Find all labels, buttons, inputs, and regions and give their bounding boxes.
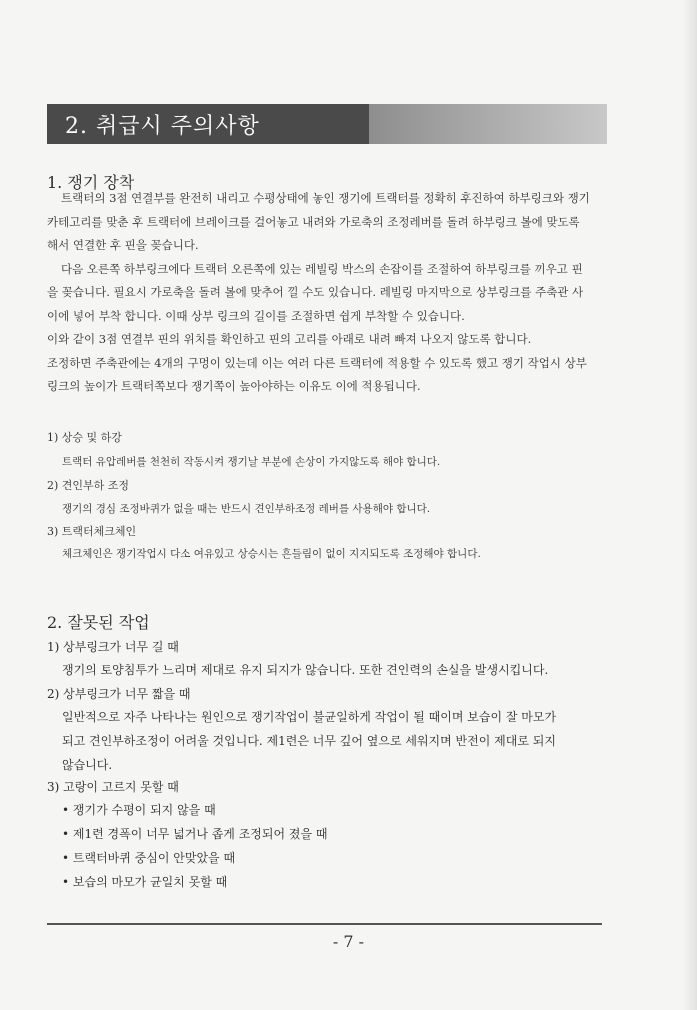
subsection-body: 트랙터 유압레버를 천천히 작동시켜 쟁기날 부분에 손상이 가지않도록 해야 합니다. <box>62 456 441 468</box>
page-edge-shadow <box>683 0 697 1010</box>
body-line: 이에 넣어 부착 합니다. 이때 상부 링크의 길이를 조절하면 쉽게 부착할 수 있습니다. <box>47 308 465 323</box>
body-line: 을 꽂습니다. 필요시 가로축을 돌려 볼에 맞추어 낄 수도 있습니다. 레빌링 마지막으로 상부링크를 주축관 사 <box>47 285 584 299</box>
subsection-heading: 1) 상승 및 하강 <box>47 431 122 444</box>
item-body <box>62 658 572 682</box>
body-line: 링크의 높이가 트랙터쪽보다 쟁기쪽이 높아야하는 이유도 이에 적용됩니다. <box>47 379 421 393</box>
section1-body <box>47 187 612 399</box>
item-heading: 1) 상부링크가 너무 길 때 <box>47 640 179 654</box>
item-body-line: 일반적으로 자주 나타나는 원인으로 쟁기작업이 불균일하게 작업이 될 때이며 보습이 잘 마모가 <box>62 710 557 724</box>
body-line: 트랙터의 3점 연결부를 완전히 내리고 수평상태에 놓인 쟁기에 트랙터를 정확히 후진하여 하부링크와 쟁기 <box>61 191 590 205</box>
subsection-heading: 2) 견인부하 조정 <box>47 479 130 492</box>
item-body-line: 되고 견인부하조정이 어려울 것입니다. 제1련은 너무 깊어 옆으로 세워지며 반전이 제대로 되지 <box>62 734 556 748</box>
body-line: 해서 연결한 후 핀을 꽂습니다. <box>47 238 199 252</box>
footer-rule <box>47 923 602 925</box>
banner-gradient-block <box>369 104 607 144</box>
bullet-item: • 트랙터바퀴 중심이 안맞았을 때 <box>62 849 235 866</box>
subsection-heading: 3) 트랙터체크체인 <box>47 525 137 538</box>
bullet-item: • 쟁기가 수평이 되지 않을 때 <box>62 801 216 818</box>
item-body-line: 쟁기의 토양침투가 느리며 제대로 유지 되지가 않습니다. 또한 견인력의 손실을 발생시킵니다. <box>62 663 549 677</box>
section-banner <box>47 104 607 144</box>
body-line: 다음 오른쪽 하부링크에다 트랙터 오른쪽에 있는 레빌링 박스의 손잡이를 조절하여 하부링크를 끼우고 핀 <box>61 261 583 276</box>
section1-title: 1. 쟁기 장착 <box>47 173 135 192</box>
subsection-body: 쟁기의 경심 조정바퀴가 없을 때는 반드시 견인부하조정 레버를 사용해야 합니다. <box>62 503 431 515</box>
banner-title: 2. 취급시 주의사항 <box>65 113 260 139</box>
subsection-body: 체크체인은 쟁기작업시 다소 여유있고 상승시는 흔들림이 없이 지지되도록 조정해야 합니다. <box>62 548 481 560</box>
page-number: - 7 - <box>332 932 365 951</box>
section2-title: 2. 잘못된 작업 <box>47 613 150 632</box>
item-body-line: 않습니다. <box>62 758 113 772</box>
item-heading: 2) 상부링크가 너무 짧을 때 <box>47 687 191 701</box>
banner-dark-block <box>47 104 369 144</box>
body-line: 조정하면 주축관에는 4개의 구멍이 있는데 이는 여러 다른 트랙터에 적용할 수 있도록 했고 쟁기 작업시 상부 <box>47 355 587 370</box>
item-heading: 3) 고랑이 고르지 못할 때 <box>47 780 179 794</box>
body-line: 이와 같이 3점 연결부 핀의 위치를 확인하고 핀의 고리를 아래로 내려 빠져 나오지 않도록 합니다. <box>47 332 532 346</box>
bullet-item: • 보습의 마모가 균일치 못할 때 <box>62 873 227 890</box>
item-body <box>62 705 572 777</box>
body-line: 카테고리를 맞춘 후 트랙터에 브레이크를 걸어놓고 내려와 가로축의 조정레버를 돌려 하부링크 볼에 맞도록 <box>47 214 580 229</box>
bullet-item: • 제1련 경폭이 너무 넓거나 좁게 조정되어 졌을 때 <box>62 825 328 842</box>
